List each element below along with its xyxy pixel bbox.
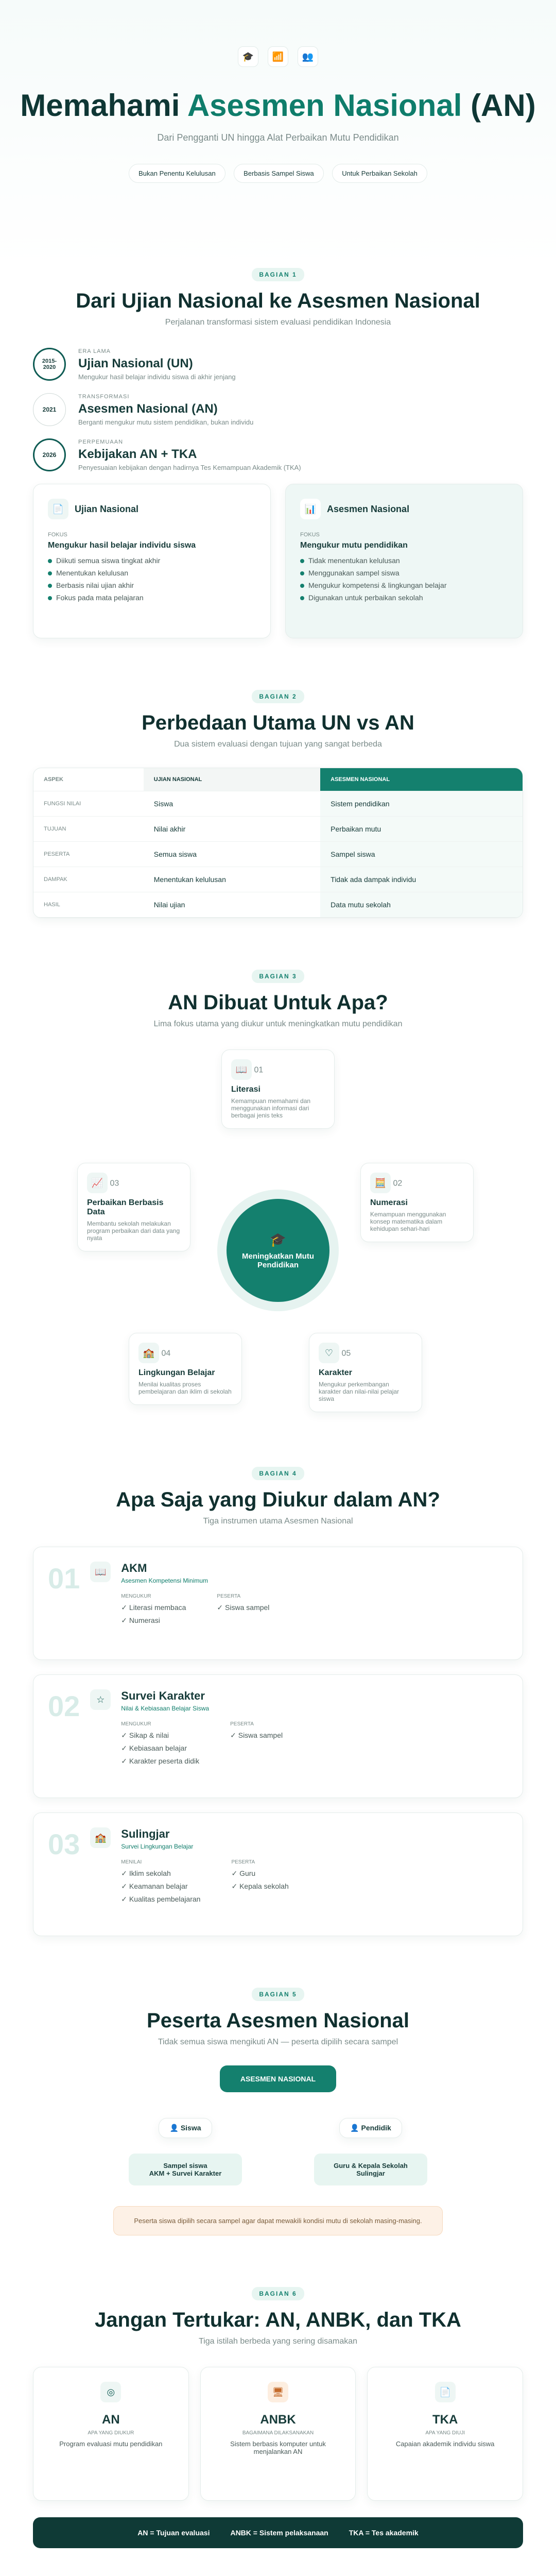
timeline [0,348,556,471]
section-subtitle: Tiga instrumen utama Asesmen Nasional [203,1517,353,1526]
focus-text: Mengukur mutu pendidikan [300,541,408,550]
instrument-card: 01 📖 AKM Asesmen Kompetensi Minimum MENGUKUR ✓ Literasi membaca ✓ Numerasi PESERTA ✓ Siswa sampel [33,1547,523,1660]
document-icon: 📄 [435,2382,456,2402]
instrument-card: 03 🏫 Sulingjar Survei Lingkungan Belajar MENILAI ✓ Iklim sekolah ✓ Keamanan belajar ✓ Kualitas pembelajaran PESERTA ✓ Guru ✓ Kepala sekolah [33,1812,523,1936]
center-circle: 🎓 Meningkatkan Mutu Pendidikan [227,1199,329,1302]
section-badge: BAGIAN 6 [252,2287,304,2300]
table-row: FUNGSI NILAI Siswa Sistem pendidikan [33,791,523,817]
section-title: Perbedaan Utama UN vs AN [142,711,414,734]
timeline-title: Kebijakan AN + TKA [78,447,197,461]
graduation-cap-icon: 🎓 [269,1231,287,1247]
section-badge: BAGIAN 4 [252,1467,304,1480]
section-subtitle: Tidak semua siswa mengikuti AN — peserta dipilih secara sampel [158,2038,398,2046]
instrument-card: 02 ☆ Survei Karakter Nilai & Kebiasaan Belajar Siswa MENGUKUR ✓ Sikap & nilai ✓ Kebiasaan belajar ✓ Karakter peserta didik PESERTA ✓ Siswa sampel [33,1674,523,1798]
timeline-item [33,438,523,471]
focus-text: Mengukur hasil belajar individu siswa [48,541,196,550]
card-un [33,484,271,638]
chart-icon: 📶 [268,46,288,67]
focus-card: 🏫 04 Lingkungan Belajar Menilai kualitas proses pembelajaran dan iklim di sekolah [129,1333,242,1405]
calculator-icon: 🧮 [370,1173,391,1193]
heart-icon: ♡ [319,1343,339,1363]
section-badge: BAGIAN 1 [252,268,304,281]
chart-icon: 📈 [87,1173,108,1193]
root-node: ASESMEN NASIONAL [220,2065,336,2092]
section-title: AN Dibuat Untuk Apa? [168,991,388,1014]
term-card: 📄 TKA APA YANG DIUJI Capaian akademik individu siswa [367,2367,523,2501]
school-icon: 🏫 [90,1827,111,1848]
focus-label: FOKUS [300,532,320,538]
focus-diagram [0,1044,556,1446]
computer-icon: 🖥 [268,2382,288,2402]
section-subtitle: Tiga istilah berbeda yang sering disamakan [198,2337,358,2346]
list-item: Menentukan kelulusan [48,569,256,577]
note-box: Peserta siswa dipilih secara sampel agar dapat mewakili kondisi mutu di sekolah masing-masing. [113,2206,443,2235]
timeline-desc: Penyesuaian kebijakan dengan hadirnya Tes Kemampuan Akademik (TKA) [78,463,301,471]
box-siswa: Sampel siswa AKM + Survei Karakter [129,2154,242,2185]
header-cell: ASESMEN NASIONAL [320,768,523,791]
section-title: Dari Ujian Nasional ke Asesmen Nasional [76,290,480,312]
header-cell: ASPEK [33,768,144,791]
graduation-cap-icon: 🎓 [238,46,258,67]
people-icon: 👥 [298,46,318,67]
list-item: Tidak menentukan kelulusan [300,556,508,565]
instruments [0,1547,556,1936]
hero-pills [0,164,556,183]
book-icon: 📖 [231,1059,252,1080]
section-subtitle: Dua sistem evaluasi dengan tujuan yang sangat berbeda [174,740,382,749]
compare-table [0,768,556,918]
timeline-tag: TRANSFORMASI [78,393,130,400]
node-siswa: 👤 Siswa [159,2118,212,2138]
section-badge: BAGIAN 3 [252,970,304,983]
node-pendidik: 👤 Pendidik [339,2118,402,2138]
section-title: Jangan Tertukar: AN, ANBK, dan TKA [95,2309,461,2331]
hero-icons [0,46,556,67]
table-row: PESERTA Semua siswa Sampel siswa [33,842,523,867]
focus-card: 📖 01 Literasi Kemampuan memahami dan menggunakan informasi dari berbagai jenis teks [221,1049,335,1129]
focus-card: 🧮 02 Numerasi Kemampuan menggunakan konsep matematika dalam kehidupan sehari-hari [360,1163,474,1242]
list-item: Digunakan untuk perbaikan sekolah [300,594,508,602]
card-title: Asesmen Nasional [327,503,410,514]
section-5 [0,1988,556,2235]
timeline-item [33,393,523,426]
timeline-tag: PERPEMUAAN [78,438,124,445]
header-cell: UJIAN NASIONAL [144,768,320,791]
box-pendidik: Guru & Kepala Sekolah Sulingjar [314,2154,427,2185]
table-header [33,768,523,791]
summary-bar: AN = Tujuan evaluasi ANBK = Sistem pelaksanaan TKA = Tes akademik [33,2517,523,2548]
list-item: Berbasis nilai ujian akhir [48,581,256,589]
table-row: DAMPAK Menentukan kelulusan Tidak ada dampak individu [33,867,523,892]
timeline-tag: ERA LAMA [78,348,111,354]
focus-label: FOKUS [48,532,67,538]
pill: Untuk Perbaikan Sekolah [332,164,427,183]
list-item: Diikuti semua siswa tingkat akhir [48,556,256,565]
focus-card: 📈 03 Perbaikan Berbasis Data Membantu sekolah melakukan program perbaikan dari data yang nyata [77,1163,190,1251]
star-icon: ☆ [90,1689,111,1710]
document-icon: 📄 [48,499,68,519]
timeline-title: Ujian Nasional (UN) [78,356,193,370]
year-circle: 2021 [33,393,66,426]
list-item: Fokus pada mata pelajaran [48,594,256,602]
hero-title: Memahami Asesmen Nasional (AN) [20,88,536,123]
hero-subtitle: Dari Pengganti UN hingga Alat Perbaikan Mutu Pendidikan [157,132,399,143]
target-icon: ◎ [100,2382,121,2402]
school-icon: 🏫 [138,1343,159,1363]
year-circle: 2026 [33,438,66,471]
section-4 [0,1467,556,1526]
book-icon: 📖 [90,1562,111,1582]
focus-card: ♡ 05 Karakter Mengukur perkembangan karakter dan nilai-nilai pelajar siswa [309,1333,422,1412]
term-card: 🖥 ANBK BAGAIMANA DILAKSANAKAN Sistem berbasis komputer untuk menjalankan AN [200,2367,356,2501]
hero [0,0,556,268]
timeline-title: Asesmen Nasional (AN) [78,401,218,416]
section-2 [0,690,556,749]
section-6 [0,2287,556,2548]
card-an [285,484,523,638]
year-circle: 2015-2020 [33,348,66,381]
pill: Bukan Penentu Kelulusan [129,164,225,183]
timeline-desc: Mengukur hasil belajar individu siswa di akhir jenjang [78,372,236,381]
section-subtitle: Lima fokus utama yang diukur untuk meningkatkan mutu pendidikan [153,1020,403,1028]
section-badge: BAGIAN 5 [252,1988,304,2001]
compare-cards [0,484,556,638]
list-item: Menggunakan sampel siswa [300,569,508,577]
section-title: Apa Saja yang Diukur dalam AN? [116,1488,440,1511]
table-row: HASIL Nilai ujian Data mutu sekolah [33,892,523,918]
list-item: Mengukur kompetensi & lingkungan belajar [300,581,508,589]
timeline-item [33,348,523,381]
section-badge: BAGIAN 2 [252,690,304,703]
section-1 [0,268,556,327]
section-title: Peserta Asesmen Nasional [147,2009,409,2032]
section-3 [0,970,556,1029]
chart-icon: 📊 [300,499,321,519]
pill: Berbasis Sampel Siswa [234,164,324,183]
timeline-desc: Berganti mengukur mutu sistem pendidikan, bukan individu [78,418,254,426]
term-card: ◎ AN APA YANG DIUKUR Program evaluasi mutu pendidikan [33,2367,189,2501]
table-row: TUJUAN Nilai akhir Perbaikan mutu [33,817,523,842]
card-title: Ujian Nasional [75,503,139,514]
section-subtitle: Perjalanan transformasi sistem evaluasi pendidikan Indonesia [165,318,391,327]
